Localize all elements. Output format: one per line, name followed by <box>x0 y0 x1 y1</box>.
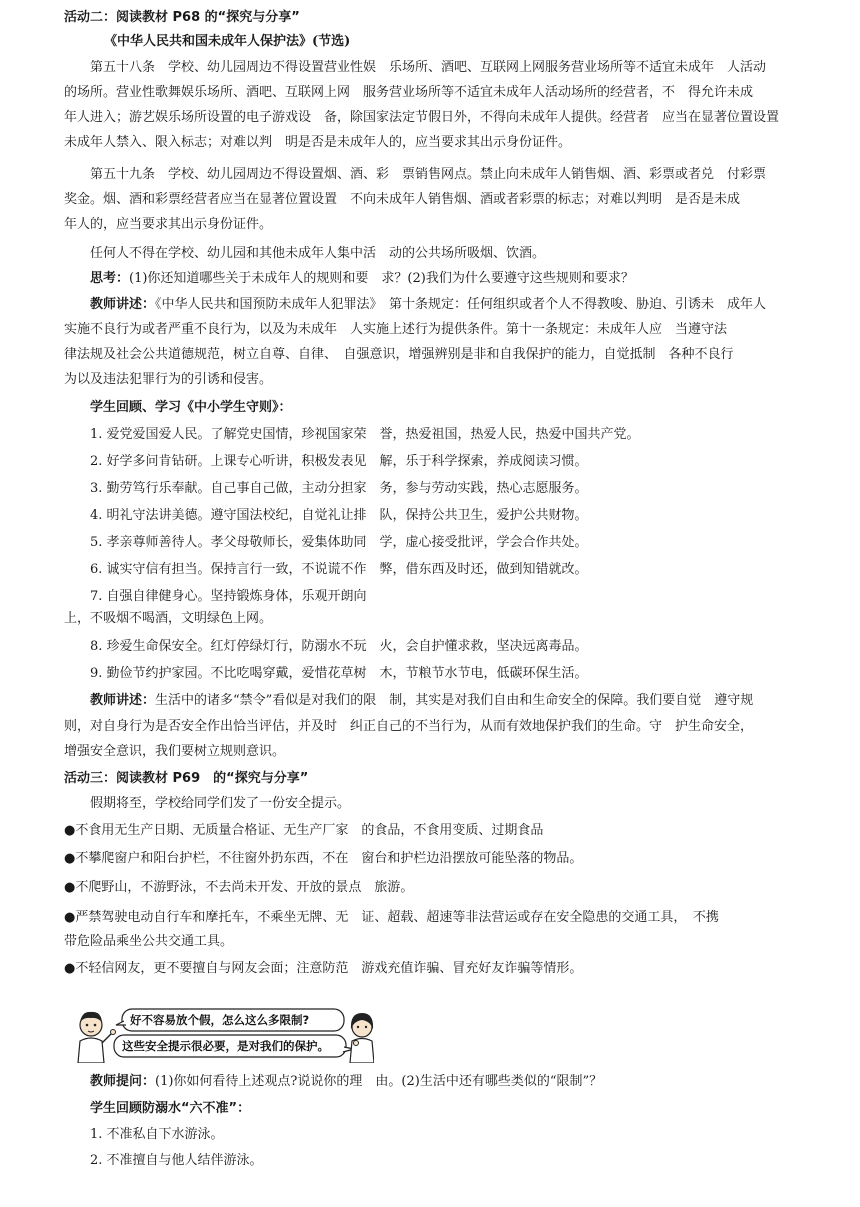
code-item: 5. 孝亲尊师善待人。孝父母敬师长，爱集体助同 学，虚心接受批评，学会合作共处。 <box>90 535 588 550</box>
activity3-intro: 假期将至，学校给同学们发了一份安全提示。 <box>90 796 351 811</box>
cartoon-dialogue <box>64 1007 374 1063</box>
code-heading: 学生回顾、学习《中小学生守则》： <box>90 400 292 415</box>
girl-figure-icon <box>350 1013 374 1063</box>
art59-line: 年人的，应当要求其出示身份证件。 <box>64 217 273 232</box>
art59-line: 第五十九条 学校、幼儿园周边不得设置烟、酒、彩 票销售网点。禁止向未成年人销售烟、酒、彩票或者兑 付彩票 <box>90 167 767 182</box>
art58-line: 年人进入；游艺娱乐场所设置的电子游戏设 备，除国家法定节假日外，不得向未成年人提供。经营者 应当在显著位置设置 <box>64 110 780 125</box>
no-smoking-text: 任何人不得在学校、幼儿园和其他未成年人集中活 动的公共场所吸烟、饮酒。 <box>90 246 546 261</box>
teacher-label: 教师讲述： <box>90 693 156 708</box>
activity3-heading: 活动三：阅读教材 P69 的“探究与分享” <box>64 771 309 786</box>
bubble1-text: 好不容易放个假，怎么这么多限制? <box>130 1013 310 1027</box>
code-item: 7. 自强自律健身心。坚持锻炼身体，乐观开朗向 <box>90 589 367 604</box>
art58-line: 未成年人禁入、限入标志；对难以判 明是否是未成年人的，应当要求其出示身份证件。 <box>64 135 572 150</box>
activity2-heading: 活动二：阅读教材 P68 的“探究与分享” <box>64 10 300 25</box>
drowning-item: 2. 不准擅自与他人结伴游泳。 <box>90 1153 263 1168</box>
speech-bubble-1 <box>116 1009 344 1031</box>
speech-bubble-2 <box>114 1035 354 1057</box>
code-item: 2. 好学多问肯钻研。上课专心听讲，积极发表见 解，乐于科学探索，养成阅读习惯。 <box>90 454 588 469</box>
law-title: 《中华人民共和国未成年人保护法》(节选) <box>104 34 351 49</box>
teacher-label: 教师讲述： <box>90 297 156 312</box>
code-item: 9. 勤俭节约护家园。不比吃喝穿戴，爱惜花草树 木，节粮节水节电，低碳环保生活。 <box>90 666 588 681</box>
teacher-line: 增强安全意识，我们要树立规则意识。 <box>64 744 286 759</box>
safety-bullet: ●不食用无生产日期、无质量合格证、无生产厂家 的食品，不食用变质、过期食品 <box>64 823 544 838</box>
teacher-question-text: (1)你如何看待上述观点?说说你的理 由。(2)生活中还有哪些类似的“限制”？ <box>155 1074 603 1089</box>
art58-line: 第五十八条 学校、幼儿园周边不得设置营业性娱 乐场所、酒吧、互联网上网服务营业场所等不适宜未成年 人活动 <box>90 60 767 75</box>
teacher-line: 则，对自身行为是否安全作出恰当评估，并及时 纠正自己的不当行为，从而有效地保护我们的生命。守 护生命安全， <box>64 719 754 734</box>
teacher-line: 律法规及社会公共道德规范，树立自尊、自律、 自强意识，增强辨别是非和自我保护的能力，自觉抵制 各种不良行 <box>64 347 734 362</box>
drowning-item: 1. 不准私自下水游泳。 <box>90 1127 224 1142</box>
safety-bullet-cont: 带危险品乘坐公共交通工具。 <box>64 934 234 949</box>
boy-figure-icon <box>78 1012 116 1063</box>
safety-bullet: ●严禁驾驶电动自行车和摩托车，不乘坐无牌、无 证、超载、超速等非法营运或存在安全隐患的交通工具， 不携 <box>64 910 719 925</box>
code-item: 1. 爱党爱国爱人民。了解党史国情，珍视国家荣 誉，热爱祖国，热爱人民，热爱中国共产党。 <box>90 427 640 442</box>
code-item: 3. 勤劳笃行乐奉献。自己事自己做，主动分担家 务，参与劳动实践，热心志愿服务。 <box>90 481 588 496</box>
drowning-heading: 学生回顾防溺水“六不准”： <box>90 1101 251 1116</box>
safety-bullet: ●不爬野山，不游野泳，不去尚未开发、开放的景点 旅游。 <box>64 880 414 895</box>
teacher-paragraph-1 <box>90 297 766 313</box>
art58-line: 的场所。营业性歌舞娱乐场所、酒吧、互联网上网 服务营业场所等不适宜未成年人活动场所的经营者，不 得允许未成 <box>64 85 754 100</box>
code-item: 4. 明礼守法讲美德。遵守国法校纪，自觉礼让排 队，保持公共卫生，爱护公共财物。 <box>90 508 588 523</box>
teacher-line: 生活中的诸多“禁令”看似是对我们的限 制，其实是对我们自由和生命安全的保障。我们要自觉 遵守规 <box>155 693 754 708</box>
teacher-line: 实施不良行为或者严重不良行为，以及为未成年 人实施上述行为提供条件。第十一条规定：未成年人应 当遵守法 <box>64 322 728 337</box>
safety-bullet: ●不攀爬窗户和阳台护栏，不往窗外扔东西，不在 窗台和护栏边沿摆放可能坠落的物品。 <box>64 851 583 866</box>
think-text: (1)你还知道哪些关于未成年人的规则和要 求？(2)我们为什么要遵守这些规则和要求？ <box>129 271 634 286</box>
art59-line: 奖金。烟、酒和彩票经营者应当在显著位置设置 不向未成年人销售烟、酒或者彩票的标志；对难以判明 是否是未成 <box>64 192 741 207</box>
code-item: 6. 诚实守信有担当。保持言行一致，不说谎不作 弊，借东西及时还，做到知错就改。 <box>90 562 588 577</box>
think-label: 思考： <box>90 271 130 286</box>
teacher-line: 《中华人民共和国预防未成年人犯罪法》 第十条规定：任何组织或者个人不得教唆、胁迫、引诱未 成年人 <box>155 297 767 312</box>
teacher-line: 为以及违法犯罪行为的引诱和侵害。 <box>64 372 273 387</box>
teacher-question <box>90 1074 602 1090</box>
code-item: 8. 珍爱生命保安全。红灯停绿灯行，防溺水不玩 火，会自护懂求救，坚决远离毒品。 <box>90 639 588 654</box>
teacher-paragraph-2 <box>90 693 753 709</box>
code-item-cont: 上，不吸烟不喝酒，文明绿色上网。 <box>64 611 273 626</box>
bubble2-text: 这些安全提示很必要，是对我们的保护。 <box>122 1039 329 1053</box>
think-paragraph <box>90 271 634 287</box>
teacher-label: 教师提问： <box>90 1074 156 1089</box>
safety-bullet: ●不轻信网友，更不要擅自与网友会面；注意防范 游戏充值诈骗、冒充好友诈骗等情形。 <box>64 961 583 976</box>
cartoon-illustration <box>64 1007 374 1063</box>
